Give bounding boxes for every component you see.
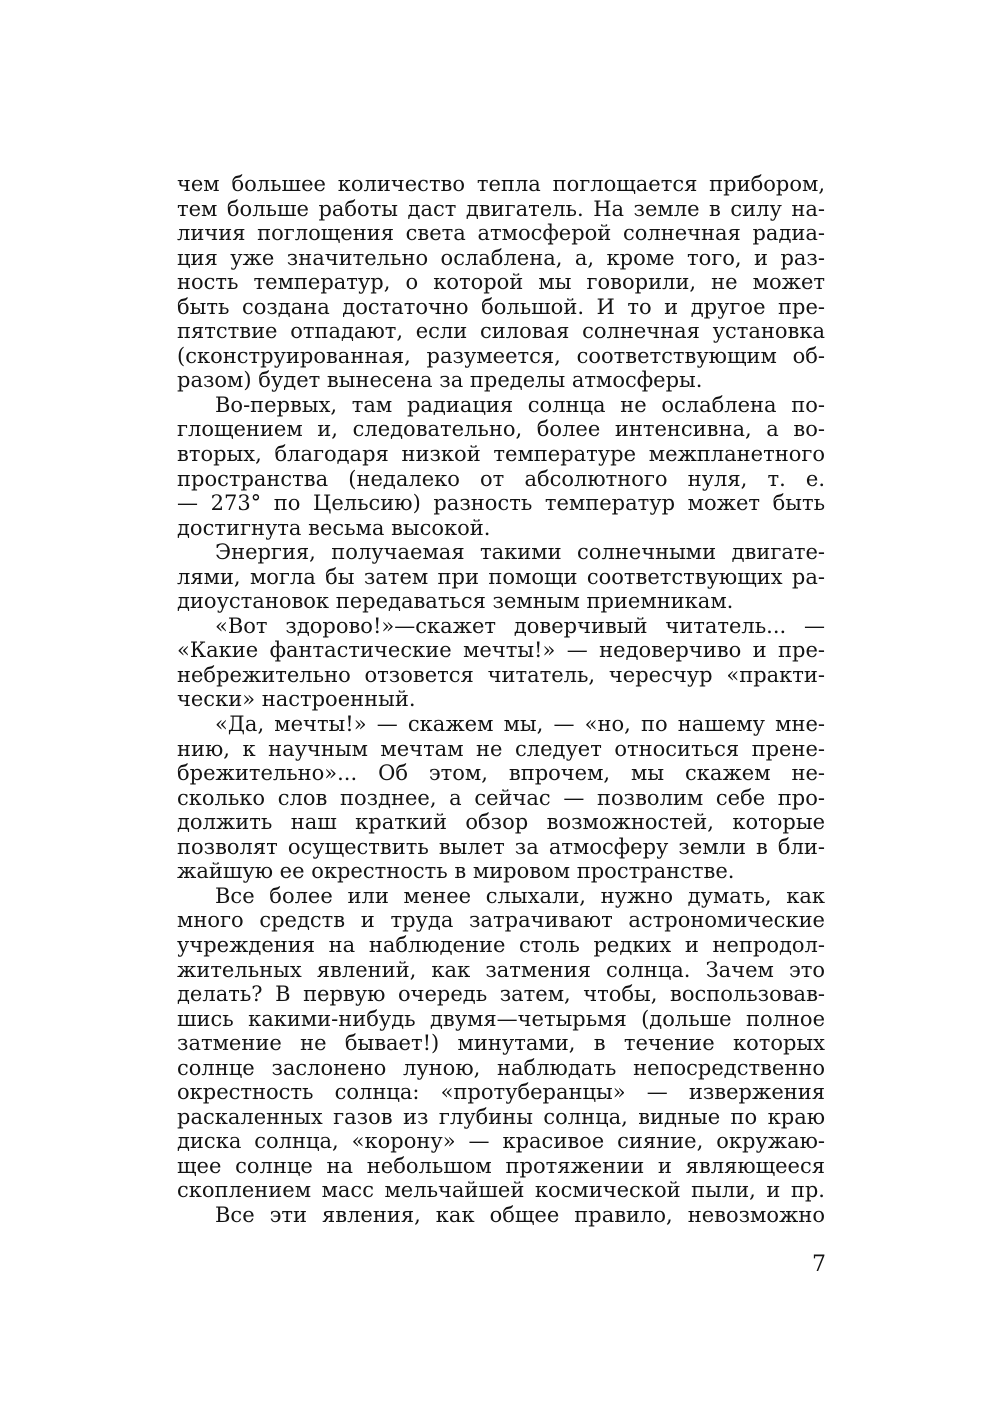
text-line: вторых, благодаря низкой температуре межпланетного xyxy=(177,442,825,467)
text-line: «Какие фантастические мечты!» — недоверчиво и пре- xyxy=(177,638,825,663)
text-line: солнце заслонено луною, наблюдать непосредственно xyxy=(177,1055,825,1080)
text-line: Все эти явления, как общее правило, невозможно xyxy=(215,1202,825,1227)
text-line: окрестность солнца: «протуберанцы» — извержения xyxy=(177,1080,825,1105)
text-line: должить наш краткий обзор возможностей, которые xyxy=(177,810,825,835)
text-line: щее солнце на небольшом протяжении и являющееся xyxy=(177,1153,825,1178)
text-line: «Вот здорово!»—скажет доверчивый читатель... — xyxy=(215,613,825,638)
text-line: глощением и, следовательно, более интенсивна, а во- xyxy=(177,417,825,442)
text-line: «Да, мечты!» — скажем мы, — «но, по нашему мне- xyxy=(215,712,825,737)
text-line: позволят осуществить вылет за атмосферу земли в бли- xyxy=(177,834,825,859)
text-line: раскаленных газов из глубины солнца, видные по краю xyxy=(177,1104,825,1129)
text-line: Энергия, получаемая такими солнечными двигате- xyxy=(215,540,825,565)
text-line: — 273° по Цельсию) разность температур может быть xyxy=(177,491,825,516)
text-line: Во-первых, там радиация солнца не ослаблена по- xyxy=(215,392,825,417)
text-line: шись какими-нибудь двумя—четырьмя (дольше полное xyxy=(177,1006,825,1031)
body-text xyxy=(177,172,825,1228)
text-line: нию, к научным мечтам не следует относиться прене- xyxy=(177,736,825,761)
text-line: пятствие отпадают, если силовая солнечная установка xyxy=(177,319,825,344)
text-line: ность температур, о которой мы говорили, не может xyxy=(177,270,825,295)
text-line: ция уже значительно ослаблена, а, кроме того, и раз- xyxy=(177,245,825,270)
text-line: быть создана достаточно большой. И то и другое пре- xyxy=(177,294,825,319)
text-line: личия поглощения света атмосферой солнечная радиа- xyxy=(177,221,825,246)
text-line: достигнута весьма высокой. xyxy=(177,515,491,540)
text-line: чем большее количество тепла поглощается прибором, xyxy=(177,172,825,196)
text-line: делать? В первую очередь затем, чтобы, воспользовав- xyxy=(177,982,825,1007)
text-line: небрежительно отзовется читатель, чересчур «практи- xyxy=(177,662,825,687)
text-line: сколько слов позднее, а сейчас — позволим себе про- xyxy=(177,785,825,810)
text-line: пространства (недалеко от абсолютного нуля, т. е. xyxy=(177,466,825,491)
text-line: Все более или менее слыхали, нужно думать, как xyxy=(215,883,825,908)
page-number: 7 xyxy=(812,1252,826,1277)
text-line: диска солнца, «корону» — красивое сияние, окружаю- xyxy=(177,1129,825,1154)
text-line: (сконструированная, разумеется, соответствующим об- xyxy=(177,343,825,368)
text-line: разом) будет вынесена за пределы атмосферы. xyxy=(177,368,703,393)
text-line: лями, могла бы затем при помощи соответствующих ра- xyxy=(177,564,825,589)
text-line: жительных явлений, как затмения солнца. Зачем это xyxy=(177,957,825,982)
text-line: скоплением масс мельчайшей космической пыли, и пр. xyxy=(177,1178,825,1203)
text-line: тем больше работы даст двигатель. На земле в силу на- xyxy=(177,196,825,221)
text-line: чески» настроенный. xyxy=(177,687,416,712)
text-line: брежительно»... Об этом, впрочем, мы скажем не- xyxy=(177,761,825,786)
text-line: много средств и труда затрачивают астрономические xyxy=(177,908,825,933)
text-line: затмение не бывает!) минутами, в течение которых xyxy=(177,1031,825,1056)
text-line: учреждения на наблюдение столь редких и непродол- xyxy=(177,932,825,957)
text-line: жайшую ее окрестность в мировом пространстве. xyxy=(177,859,735,884)
text-line: диоустановок передаваться земным приемникам. xyxy=(177,589,734,614)
